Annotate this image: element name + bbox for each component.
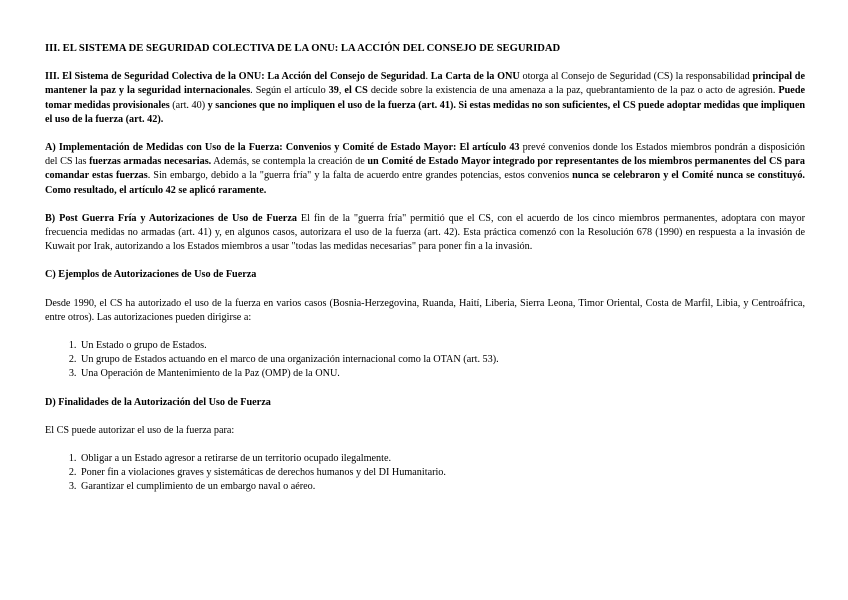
intro-text-1: . bbox=[425, 71, 431, 83]
section-a-bold-4: nunca se celebraron y el Comité nunca se constituyó. Como resultado, el artículo 42 se aplicó raramente. bbox=[45, 170, 805, 196]
section-a-paragraph bbox=[45, 141, 805, 198]
list-item: 2. Poner fin a violaciones graves y sistemáticas de derechos humanos y del DI Humanitario. bbox=[79, 466, 805, 480]
intro-text-4: , bbox=[338, 85, 345, 97]
section-c-list bbox=[45, 339, 805, 382]
section-d-body: El CS puede autorizar el uso de la fuerza para: bbox=[45, 424, 235, 436]
intro-text-2: otorga al Consejo de Seguridad (CS) la responsabilidad bbox=[519, 71, 753, 83]
list-item: 3. Garantizar el cumplimiento de un embargo naval o aéreo. bbox=[79, 480, 805, 494]
list-item: 3. Una Operación de Mantenimiento de la Paz (OMP) de la ONU. bbox=[79, 367, 805, 381]
section-b-bold-1: B) Post Guerra Fría y Autorizaciones de Uso de Fuerza bbox=[45, 212, 297, 224]
list-item: 2. Un grupo de Estados actuando en el marco de una organización internacional como la OTAN (art. 53). bbox=[79, 353, 805, 367]
section-b-paragraph bbox=[45, 212, 805, 255]
intro-bold-7: y sanciones que no impliquen el uso de la fuerza (art. 41). Si estas medidas no son suficientes, el CS puede adoptar medidas que impliquen el uso de la fuerza (art. 42). bbox=[45, 99, 806, 125]
intro-text-3: . Según el artículo bbox=[250, 85, 329, 97]
document-body bbox=[45, 42, 805, 509]
section-a-text-3: . Sin embargo, debido a la "guerra fría" y la falta de acuerdo entre grandes potencias, estos convenios bbox=[147, 170, 573, 182]
section-d-heading: D) Finalidades de la Autorización del Uso de Fuerza bbox=[45, 396, 271, 408]
section-a-text-1: prevé convenios donde los Estados miembros pondrán a disposición del CS las bbox=[45, 142, 805, 168]
intro-bold-1: III. El Sistema de Seguridad Colectiva de la ONU: La Acción del Consejo de Seguridad bbox=[45, 71, 426, 83]
intro-paragraph bbox=[45, 70, 805, 127]
list-item: 1. Un Estado o grupo de Estados. bbox=[79, 339, 805, 353]
intro-text-5: decide sobre la existencia de una amenaza a la paz, quebrantamiento de la paz o acto de agresión. bbox=[367, 85, 779, 97]
intro-bold-6: Puede tomar medidas provisionales bbox=[45, 85, 806, 111]
intro-text-6: (art. 40) bbox=[169, 99, 208, 111]
document-title: III. EL SISTEMA DE SEGURIDAD COLECTIVA DE LA ONU: LA ACCIÓN DEL CONSEJO DE SEGURIDAD bbox=[45, 43, 561, 54]
section-a-bold-1: A) Implementación de Medidas con Uso de la Fuerza: Convenios y Comité de Estado Mayor: El artículo 43 bbox=[45, 142, 520, 154]
list-item: 1. Obligar a un Estado agresor a retirarse de un territorio ocupado ilegalmente. bbox=[79, 452, 805, 466]
intro-bold-3: principal de mantener la paz y la seguridad internacionales bbox=[45, 71, 805, 97]
section-a-bold-2: fuerzas armadas necesarias. bbox=[89, 156, 212, 168]
intro-bold-5: el CS bbox=[344, 85, 368, 97]
intro-bold-2: La Carta de la ONU bbox=[430, 71, 520, 83]
section-a-text-2: Además, se contempla la creación de bbox=[211, 156, 368, 168]
section-a-bold-3: un Comité de Estado Mayor integrado por representantes de los miembros permanentes del CS para comandar estas fuerzas bbox=[45, 156, 806, 182]
intro-bold-4: 39 bbox=[328, 85, 339, 97]
section-b-text-1: El fin de la "guerra fría" permitió que el CS, con el acuerdo de los cinco miembros permanentes, adoptara con mayor frecuencia medidas no armadas (art. 41) y, en algunos casos, autorizara el uso de la fuerza (art. 42). Esta práctica comenzó con la Resolución 678 (1990) en respuesta a la invasión de Kuwait por Irak, autorizando a los Estados miembros a usar "todas las medidas necesarias" para poner fin a la invasión. bbox=[45, 212, 805, 253]
section-d-list bbox=[45, 452, 805, 495]
section-c-body: Desde 1990, el CS ha autorizado el uso de la fuerza en varios casos (Bosnia-Herzegovina, Ruanda, Haití, Liberia, Sierra Leona, Timor Oriental, Costa de Marfil, Libia, y Centroáfrica, entre otros). Las autorizaciones pueden dirigirse a: bbox=[45, 297, 805, 323]
section-c-heading: C) Ejemplos de Autorizaciones de Uso de Fuerza bbox=[45, 269, 257, 281]
